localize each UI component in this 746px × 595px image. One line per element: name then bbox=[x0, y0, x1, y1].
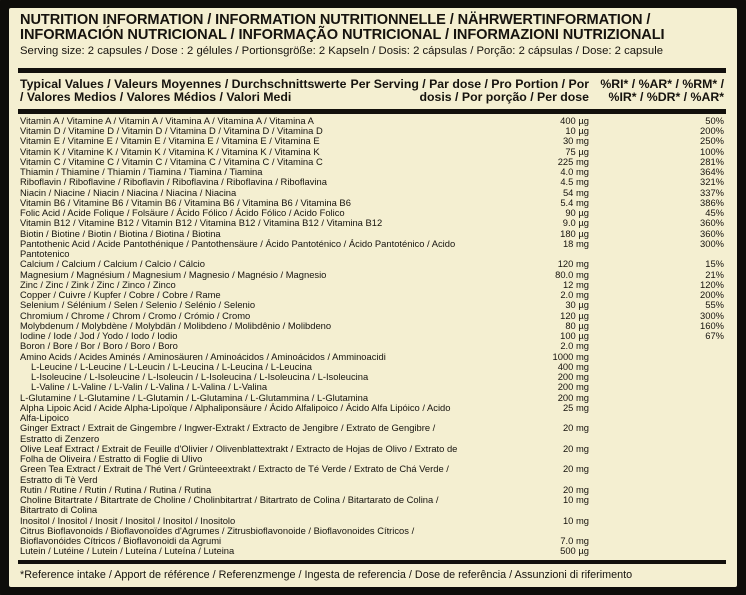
nutrient-reference-intake: 15% bbox=[705, 258, 724, 270]
nutrient-name: Zinc / Zinc / Zink / Zinc / Zinco / Zinco bbox=[20, 278, 176, 290]
table-body bbox=[20, 114, 724, 560]
nutrient-amount: 10 mg bbox=[562, 514, 589, 526]
serving-size: Serving size: 2 capsules / Dose : 2 gélules / Portionsgröße: 2 Kapseln / Dosis: 2 cápsulas / Porção: 2 cápsulas / Dose: 2 capsule bbox=[20, 45, 664, 57]
table-row bbox=[20, 403, 724, 424]
nutrient-amount: 30 µg bbox=[565, 299, 589, 311]
nutrient-amount: 200 mg bbox=[557, 371, 589, 383]
nutrient-name: Vitamin K / Vitamine K / Vitamin K / Vitamina K / Vitamina K / Vitamina K bbox=[20, 145, 320, 157]
nutrient-name: Magnesium / Magnésium / Magnesium / Magnesio / Magnésio / Magnesio bbox=[20, 268, 327, 280]
nutrient-name: Riboflavin / Riboflavine / Riboflavin / Riboflavina / Riboflavina / Riboflavina bbox=[20, 176, 327, 188]
nutrient-amount: 120 µg bbox=[560, 309, 589, 321]
nutrient-name: Rutin / Rutine / Rutin / Rutina / Rutina / Rutina bbox=[20, 483, 212, 495]
nutrient-name: Ginger Extract / Extrait de Gingembre / Ingwer-Extrakt / Extracto de Jengibre / Extrato de Gengibre / Estratto di Zenzero bbox=[20, 422, 436, 444]
nutrient-amount: 20 mg bbox=[562, 463, 589, 475]
nutrient-reference-intake: 281% bbox=[700, 155, 724, 167]
nutrient-reference-intake: 45% bbox=[705, 207, 724, 219]
nutrient-reference-intake: 300% bbox=[700, 237, 724, 249]
nutrient-amount: 18 mg bbox=[562, 237, 589, 249]
nutrient-reference-intake: 386% bbox=[700, 196, 724, 208]
table-row bbox=[20, 423, 724, 444]
nutrient-amount: 200 mg bbox=[557, 381, 589, 393]
nutrient-name: Molybdenum / Molybdène / Molybdän / Molibdeno / Molibdênio / Molibdeno bbox=[20, 319, 332, 331]
reference-intake-footnote: *Reference intake / Apport de référence / Referenzmenge / Ingesta de referencia / Dose de referência / Assunzioni di riferimento bbox=[20, 569, 633, 581]
nutrient-amount: 4.0 mg bbox=[560, 166, 589, 178]
nutrient-amount: 120 mg bbox=[557, 258, 589, 270]
nutrient-name: Vitamin B12 / Vitamine B12 / Vitamin B12 / Vitamina B12 / Vitamina B12 / Vitamina B12 bbox=[20, 217, 383, 229]
nutrient-amount: 400 mg bbox=[557, 360, 589, 372]
nutrient-name: L-Isoleucine / L-Isoleucine / L-Isoleucin / L-Isoleucina / L-Isoleucina / L-Isoleucina bbox=[31, 371, 369, 383]
nutrient-name: Niacin / Niacine / Niacin / Niacina / Niacina / Niacina bbox=[20, 186, 237, 198]
nutrient-name: Amino Acids / Acides Aminés / Aminosäuren / Aminoácidos / Aminoácidos / Amminoacidi bbox=[20, 350, 386, 362]
nutrient-reference-intake: 67% bbox=[705, 330, 724, 342]
nutrient-amount: 1000 mg bbox=[552, 350, 589, 362]
nutrient-name: Alpha Lipoic Acid / Acide Alpha-Lipoïque / Alphaliponsäure / Ácido Alfalipoico / Ácido Alfa Lipóico / Acido Alfa-Lipoico bbox=[20, 401, 451, 424]
nutrient-reference-intake: 337% bbox=[700, 186, 724, 198]
nutrient-amount: 4.5 mg bbox=[560, 176, 589, 188]
nutrient-amount: 54 mg bbox=[562, 186, 589, 198]
nutrient-reference-intake: 360% bbox=[700, 227, 724, 239]
label-title: NUTRITION INFORMATION / INFORMATION NUTRITIONNELLE / NÄHRWERTINFORMATION / INFORMACIÓN NUTRICIONAL / INFORMAÇÃO NUTRICIONAL / INFORMAZIONI NUTRIZIONALI bbox=[20, 12, 665, 43]
nutrient-reference-intake: 120% bbox=[700, 278, 724, 290]
nutrient-name: Olive Leaf Extract / Extrait de Feuille d'Olivier / Olivenblattextrakt / Extracto de Hojas de Olivo / Extrato de Folha de Oliveira / Estratto di Foglie di Ulivo bbox=[20, 442, 458, 465]
nutrient-name: Lutein / Lutéine / Lutein / Luteína / Luteína / Luteina bbox=[20, 545, 235, 557]
nutrient-name: Chromium / Chrome / Chrom / Cromo / Crómio / Cromo bbox=[20, 309, 251, 321]
nutrient-amount: 2.0 mg bbox=[560, 289, 589, 301]
nutrient-name: L-Valine / L-Valine / L-Valin / L-Valina / L-Valina / L-Valina bbox=[31, 381, 268, 393]
nutrient-amount: 20 mg bbox=[562, 442, 589, 454]
table-row bbox=[20, 444, 724, 465]
nutrient-amount: 75 µg bbox=[565, 145, 589, 157]
table-row bbox=[20, 526, 724, 547]
nutrient-name: Selenium / Sélénium / Selen / Selenio / Selénio / Selenio bbox=[20, 299, 256, 311]
nutrient-name: L-Glutamine / L-Glutamine / L-Glutamin / L-Glutamina / L-Glutammina / L-Glutamina bbox=[20, 391, 369, 403]
nutrient-amount: 7.0 mg bbox=[560, 535, 589, 547]
nutrient-reference-intake: 200% bbox=[700, 125, 724, 137]
nutrient-amount: 80 µg bbox=[565, 319, 589, 331]
nutrient-name: Vitamin A / Vitamine A / Vitamin A / Vitamina A / Vitamina A / Vitamina A bbox=[20, 114, 314, 126]
nutrient-name: Vitamin D / Vitamine D / Vitamin D / Vitamina D / Vitamina D / Vitamina D bbox=[20, 125, 323, 137]
nutrient-reference-intake: 250% bbox=[700, 135, 724, 147]
nutrient-name: Thiamin / Thiamine / Thiamin / Tiamina / Tiamina / Tiamina bbox=[20, 166, 263, 178]
nutrient-name: Folic Acid / Acide Folique / Folsäure / Ácido Fólico / Ácido Fólico / Acido Folico bbox=[20, 207, 345, 219]
nutrient-amount: 180 µg bbox=[560, 227, 589, 239]
column-header-typical-values: Typical Values / Valeurs Moyennes / Durchschnittswerte / Valores Medios / Valores Médios / Valori Medi bbox=[20, 77, 347, 105]
table-header bbox=[20, 73, 724, 109]
nutrient-name: Vitamin C / Vitamine C / Vitamin C / Vitamina C / Vitamina C / Vitamina C bbox=[20, 155, 323, 167]
nutrient-reference-intake: 160% bbox=[700, 319, 724, 331]
nutrient-amount: 400 µg bbox=[560, 114, 589, 126]
nutrient-amount: 2.0 mg bbox=[560, 340, 589, 352]
label-inner bbox=[9, 8, 737, 587]
nutrient-amount: 25 mg bbox=[562, 401, 589, 413]
nutrient-amount: 200 mg bbox=[557, 391, 589, 403]
nutrient-reference-intake: 300% bbox=[700, 309, 724, 321]
nutrient-name: Citrus Bioflavonoids / Bioflavonoïdes d'Agrumes / Zitrusbioflavonoide / Bioflavonoides Cítricos / Bioflavonóides Cítricos / Bioflavonoidi da Agrumi bbox=[20, 524, 415, 547]
nutrient-amount: 10 µg bbox=[565, 125, 589, 137]
nutrient-amount: 100 µg bbox=[560, 330, 589, 342]
nutrient-reference-intake: 50% bbox=[705, 114, 724, 126]
nutrient-amount: 9.0 µg bbox=[562, 217, 589, 229]
nutrient-name: Pantothenic Acid / Acide Pantothénique / Pantothensäure / Ácido Pantoténico / Ácido Pantoténico / Acido Pantotenico bbox=[20, 237, 456, 260]
nutrient-amount: 80.0 mg bbox=[555, 268, 589, 280]
nutrient-name: Green Tea Extract / Extrait de Thé Vert / Grünteeextrakt / Extracto de Té Verde / Extrato de Chá Verde / Estratto di Tè Verd bbox=[20, 463, 449, 485]
table-row bbox=[20, 546, 724, 556]
nutrient-name: L-Leucine / L-Leucine / L-Leucin / L-Leucina / L-Leucina / L-Leucina bbox=[31, 360, 312, 372]
nutrient-amount: 90 µg bbox=[565, 207, 589, 219]
nutrient-amount: 225 mg bbox=[557, 155, 589, 167]
nutrient-amount: 20 mg bbox=[562, 483, 589, 495]
column-header-per-serving: Per Serving / Par dose / Pro Portion / Por dosis / Por porção / Per dose bbox=[350, 77, 589, 105]
nutrient-name: Biotin / Biotine / Biotin / Biotina / Biotina / Biotina bbox=[20, 227, 221, 239]
nutrient-reference-intake: 364% bbox=[700, 166, 724, 178]
nutrient-amount: 5.4 mg bbox=[560, 196, 589, 208]
table-row bbox=[20, 464, 724, 485]
nutrient-name: Iodine / Iode / Jod / Yodo / Iodo / Iodio bbox=[20, 330, 178, 342]
nutrient-reference-intake: 55% bbox=[705, 299, 724, 311]
nutrient-name: Vitamin E / Vitamine E / Vitamin E / Vitamina E / Vitamina E / Vitamina E bbox=[20, 135, 320, 147]
nutrient-amount: 500 µg bbox=[560, 545, 589, 557]
nutrient-reference-intake: 360% bbox=[700, 217, 724, 229]
nutrient-reference-intake: 321% bbox=[700, 176, 724, 188]
nutrient-reference-intake: 200% bbox=[700, 289, 724, 301]
nutrient-reference-intake: 21% bbox=[705, 268, 724, 280]
nutrient-name: Choline Bitartrate / Bitartrate de Choline / Cholinbitartrat / Bitartrato de Colina / Bitartarato de Colina / Bitartrato di Colina bbox=[20, 494, 439, 516]
nutrient-amount: 20 mg bbox=[562, 422, 589, 434]
column-header-reference-intake: %RI* / %AR* / %RM* / %IR* / %DR* / %AR* bbox=[600, 77, 724, 105]
nutrient-name: Copper / Cuivre / Kupfer / Cobre / Cobre / Rame bbox=[20, 289, 221, 301]
nutrient-amount: 10 mg bbox=[562, 494, 589, 506]
nutrient-name: Inositol / Inositol / Inosit / Inositol / Inositol / Inositolo bbox=[20, 514, 236, 526]
nutrient-name: Boron / Bore / Bor / Boro / Boro / Boro bbox=[20, 340, 178, 352]
nutrient-reference-intake: 100% bbox=[700, 145, 724, 157]
table-row bbox=[20, 239, 724, 260]
nutrient-name: Vitamin B6 / Vitamine B6 / Vitamin B6 / Vitamina B6 / Vitamina B6 / Vitamina B6 bbox=[20, 196, 351, 208]
table-row bbox=[20, 495, 724, 516]
nutrient-amount: 30 mg bbox=[562, 135, 589, 147]
nutrient-amount: 12 mg bbox=[562, 278, 589, 290]
nutrient-name: Calcium / Calcium / Calcium / Calcio / Cálcio bbox=[20, 258, 205, 270]
